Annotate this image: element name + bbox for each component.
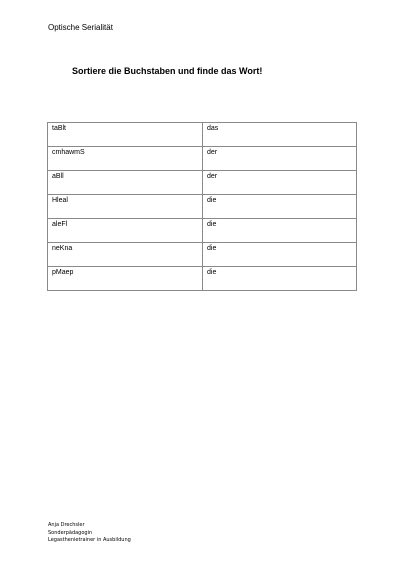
worksheet-title: Sortiere die Buchstaben und finde das Wort!: [72, 66, 263, 76]
article-cell: der: [203, 147, 357, 171]
table-row: [48, 171, 357, 195]
scrambled-word-cell: Hleal: [48, 195, 203, 219]
article-cell: die: [203, 219, 357, 243]
author-training: Legasthenietrainer in Ausbildung: [48, 537, 131, 543]
article-cell: das: [203, 123, 357, 147]
author-name: Anja Drechsler: [48, 522, 85, 528]
table-row: [48, 243, 357, 267]
article-cell: die: [203, 195, 357, 219]
scrambled-word-cell: aleFl: [48, 219, 203, 243]
table-row: [48, 147, 357, 171]
author-role: Sonderpädagogin: [48, 529, 93, 536]
scrambled-word-cell: pMaep: [48, 267, 203, 291]
scrambled-word-cell: cmhawmS: [48, 147, 203, 171]
scrambled-word-cell: taBlt: [48, 123, 203, 147]
scrambled-word-cell: neKna: [48, 243, 203, 267]
article-cell: die: [203, 243, 357, 267]
table-row: [48, 267, 357, 291]
article-cell: der: [203, 171, 357, 195]
table-row: [48, 195, 357, 219]
scrambled-word-cell: aBll: [48, 171, 203, 195]
article-cell: die: [203, 267, 357, 291]
table-row: [48, 219, 357, 243]
header-text: Optische Serialität: [48, 23, 113, 32]
word-table: [47, 122, 357, 291]
table-row: [48, 123, 357, 147]
author-footer: [48, 522, 131, 545]
